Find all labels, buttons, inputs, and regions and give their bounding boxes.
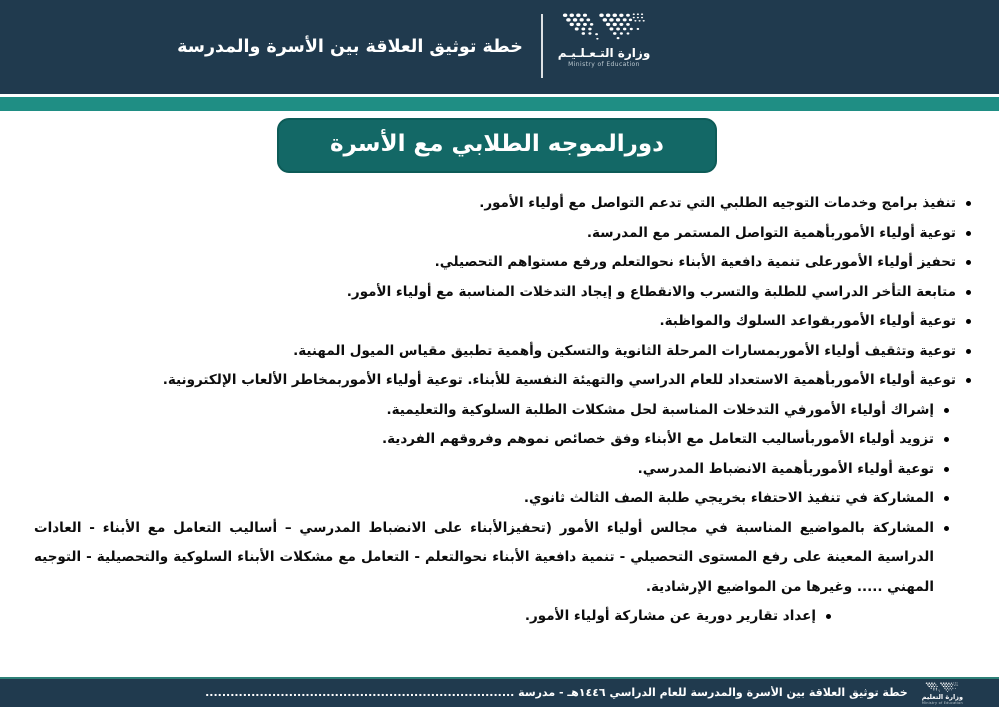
footer-bar [0, 677, 999, 707]
bullet-text: إشراك أولياء الأمورفي التدخلات المناسبة لحل مشكلات الطلبة السلوكية والتعليمية. [386, 401, 934, 418]
bullet-item [34, 189, 971, 219]
bullet-item [34, 307, 971, 337]
bullet-item [34, 248, 971, 278]
bullet-item [34, 366, 971, 396]
bullet-dot-icon [826, 614, 831, 619]
bullet-dot-icon [944, 467, 949, 472]
bullet-item [34, 396, 971, 426]
document-title: خطة توثيق العلاقة بين الأسرة والمدرسة [177, 37, 523, 57]
bullet-text: متابعة التأخر الدراسي للطلبة والتسرب والانقطاع و إيجاد التدخلات المناسبة مع أولياء الأمور. [346, 283, 956, 300]
ministry-name-english: Ministry of Education [921, 700, 963, 705]
bullet-dot-icon [944, 437, 949, 442]
section-title: دورالموجه الطلابي مع الأسرة [329, 130, 664, 157]
bullet-text: توعية أولياء الأموربأهمية التواصل المستمر مع المدرسة. [586, 224, 956, 241]
bullet-dot-icon [944, 496, 949, 501]
bullet-dot-icon [966, 201, 971, 206]
ministry-name-arabic: وزارة التعليم [921, 692, 963, 701]
bullet-text: تحفيز أولياء الأمورعلى تنمية دافعية الأبناء نحوالتعلم ورفع مستواهم التحصيلي. [434, 254, 956, 270]
footer-text: خطة توثيق العلاقة بين الأسرة والمدرسة للعام الدراسي ١٤٤٦هـ - مدرسة .......................................................................... [205, 685, 908, 699]
bullet-text: المشاركة بالمواضيع المناسبة في مجالس أولياء الأمور (تحفيزالأبناء على الانضباط المدرسي – أساليب التعامل مع الأبناء - العادات الدراسية المعينة على رفع المستوى التحصيلي - تنمية دافعية الأبناء نحوالتعلم - التعامل مع مشكلات الأبناء السلوكية والتحصيلية - التوجيه المهني ..... وغيرها من المواضيع الإرشادية. [34, 519, 934, 595]
ministry-logo-dots-icon [561, 12, 647, 42]
bullet-text: توعية أولياء الأموربأهمية الانضباط المدرسي. [637, 460, 934, 477]
bullet-text: توعية أولياء الأموربقواعد السلوك والمواظبة. [659, 313, 956, 329]
bullet-item [34, 514, 971, 603]
bullet-dot-icon [966, 349, 971, 354]
bullet-dot-icon [966, 290, 971, 295]
ministry-logo-dots-icon [925, 682, 959, 693]
bullet-dot-icon [966, 231, 971, 236]
bullet-text: تزويد أولياء الأموربأساليب التعامل مع الأبناء وفق خصائص نموهم وفروقهم الفردية. [381, 431, 934, 447]
section-title-box [277, 118, 717, 173]
bullet-dot-icon [966, 378, 971, 383]
bullet-item [34, 337, 971, 367]
bullet-text: تنفيذ برامج وخدمات التوجيه الطلبي التي تدعم التواصل مع أولياء الأمور. [479, 195, 956, 211]
accent-bar [0, 97, 999, 111]
bullet-list [0, 189, 999, 632]
bullet-item [34, 484, 971, 514]
ministry-of-education-logo [556, 12, 652, 69]
bullet-text: المشاركة في تنفيذ الاحتفاء بخريجي طلبة الصف الثالث ثانوي. [523, 490, 934, 506]
header-divider [541, 14, 543, 78]
footer-ministry-logo [922, 682, 963, 705]
bullet-text: توعية أولياء الأموربأهمية الاستعداد للعام الدراسي والتهيئة النفسية للأبناء. توعية أولياء الأموربمخاطر الألعاب الإلكترونية. [162, 372, 956, 388]
bullet-dot-icon [944, 408, 949, 413]
header-bar [0, 0, 999, 94]
bullet-dot-icon [966, 260, 971, 265]
bullet-item [34, 219, 971, 249]
bullet-text: إعداد تقارير دورية عن مشاركة أولياء الأمور. [524, 608, 816, 624]
bullet-item [34, 278, 971, 308]
bullet-item [34, 455, 971, 485]
bullet-dot-icon [944, 526, 949, 531]
bullet-item [34, 425, 971, 455]
bullet-text: توعية وتثقيف أولياء الأموربمسارات المرحلة الثانوية والتسكين وأهمية تطبيق مقياس الميول المهنية. [293, 342, 956, 359]
bullet-item [34, 602, 971, 632]
ministry-name-arabic: وزارة التـعـلـيـم [557, 46, 651, 60]
bullet-dot-icon [966, 319, 971, 324]
ministry-name-english: Ministry of Education [568, 61, 640, 68]
